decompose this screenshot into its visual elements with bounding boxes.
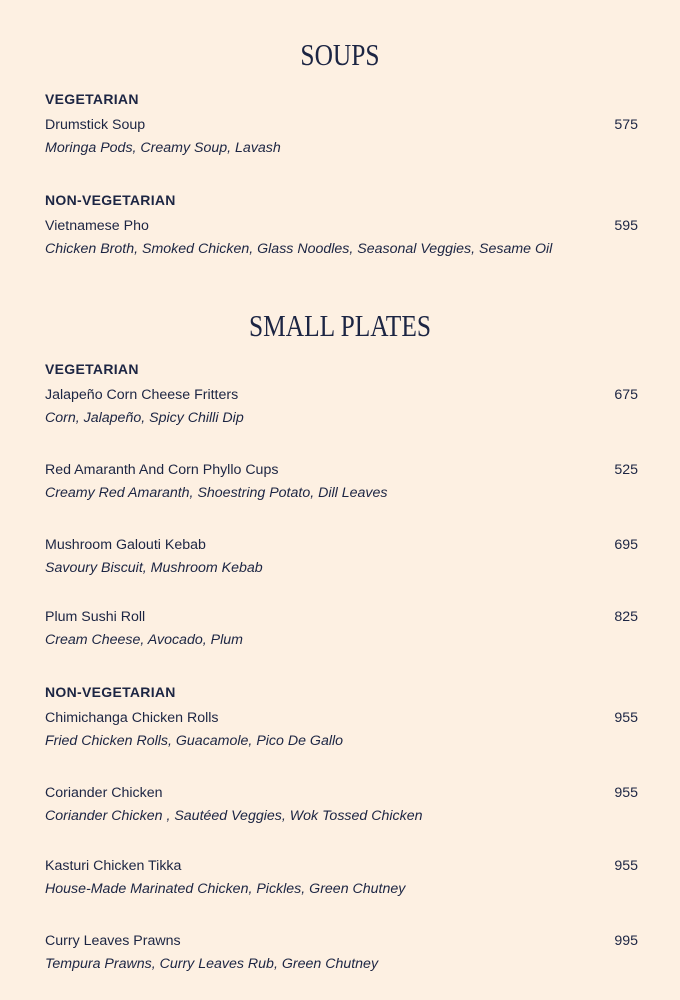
item-description: Creamy Red Amaranth, Shoestring Potato, Dill Leaves — [45, 485, 388, 501]
category-vegetarian: VEGETARIAN — [45, 361, 139, 377]
menu-item — [45, 784, 638, 825]
item-price: 825 — [614, 609, 638, 625]
menu-item — [45, 386, 638, 427]
item-name: Vietnamese Pho — [45, 218, 149, 234]
section-title-small-plates: SMALL PLATES — [249, 308, 431, 343]
menu-item — [45, 857, 638, 898]
item-name: Chimichanga Chicken Rolls — [45, 710, 219, 726]
item-price: 675 — [614, 387, 638, 403]
item-price: 995 — [614, 933, 638, 949]
item-price: 575 — [614, 117, 638, 133]
menu-item — [45, 461, 638, 502]
item-name: Drumstick Soup — [45, 117, 146, 133]
item-description: Chicken Broth, Smoked Chicken, Glass Noodles, Seasonal Veggies, Sesame Oil — [45, 241, 553, 257]
item-price: 525 — [614, 462, 638, 478]
menu-item — [45, 932, 638, 973]
menu-item — [45, 116, 638, 157]
item-price: 955 — [614, 785, 638, 801]
item-description: Moringa Pods, Creamy Soup, Lavash — [45, 140, 281, 156]
item-description: Coriander Chicken , Sautéed Veggies, Wok Tossed Chicken — [45, 808, 423, 824]
item-name: Kasturi Chicken Tikka — [45, 858, 182, 874]
item-description: Corn, Jalapeño, Spicy Chilli Dip — [45, 410, 244, 426]
item-name: Jalapeño Corn Cheese Fritters — [45, 387, 239, 403]
item-description: Fried Chicken Rolls, Guacamole, Pico De Gallo — [45, 733, 344, 749]
item-description: Savoury Biscuit, Mushroom Kebab — [45, 560, 263, 576]
category-vegetarian: VEGETARIAN — [45, 91, 139, 107]
item-price: 695 — [614, 537, 638, 553]
item-price: 955 — [614, 710, 638, 726]
item-description: Cream Cheese, Avocado, Plum — [45, 632, 243, 648]
item-description: House-Made Marinated Chicken, Pickles, Green Chutney — [45, 881, 406, 897]
item-name: Plum Sushi Roll — [45, 609, 146, 625]
menu-item — [45, 709, 638, 750]
category-non-vegetarian: NON-VEGETARIAN — [45, 192, 176, 208]
category-non-vegetarian: NON-VEGETARIAN — [45, 684, 176, 700]
item-name: Mushroom Galouti Kebab — [45, 537, 206, 553]
item-price: 955 — [614, 858, 638, 874]
item-description: Tempura Prawns, Curry Leaves Rub, Green Chutney — [45, 956, 379, 972]
item-name: Red Amaranth And Corn Phyllo Cups — [45, 462, 279, 478]
menu-item — [45, 536, 638, 577]
menu-item — [45, 608, 638, 649]
menu-item — [45, 217, 638, 258]
section-title-soups: SOUPS — [300, 37, 380, 72]
item-name: Curry Leaves Prawns — [45, 933, 181, 949]
item-price: 595 — [614, 218, 638, 234]
item-name: Coriander Chicken — [45, 785, 163, 801]
